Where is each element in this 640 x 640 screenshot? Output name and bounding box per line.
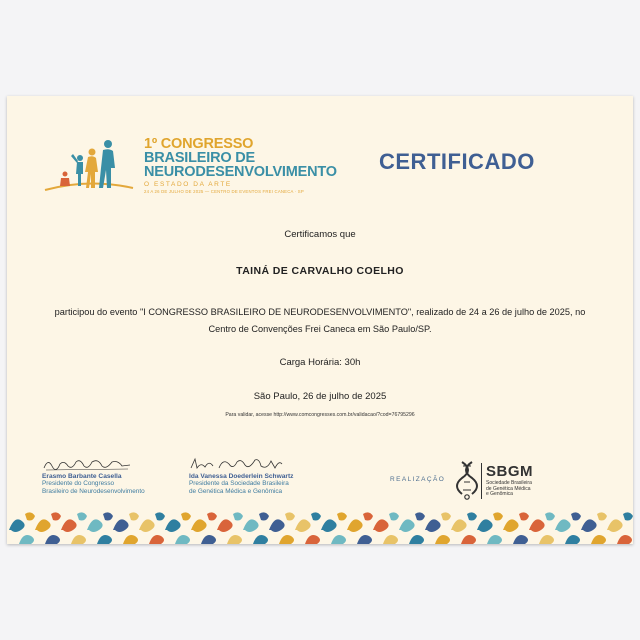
intro-text: Certificamos que — [284, 229, 356, 240]
recipient-name: TAINÁ DE CARVALHO COELHO — [236, 265, 404, 277]
logo-line-1: 1º CONGRESSO — [144, 136, 254, 152]
signer-name-2: Ida Vanessa Doederlein Schwartz — [189, 473, 294, 480]
place-date-text: São Paulo, 26 de julho de 2025 — [253, 391, 387, 402]
signature-scribble-2 — [189, 456, 284, 472]
logo-line-2: BRASILEIRO DE — [144, 150, 255, 166]
congress-logo-text — [144, 136, 337, 194]
signature-block-1 — [42, 456, 145, 495]
participation-text: participou do evento "I CONGRESSO BRASILEIRO DE NEURODESENVOLVIMENTO", realizado de 24 a 26 de julho de 2025, no Centro de Convenções Frei Caneca em São Paulo/SP. — [54, 307, 586, 334]
sbgm-divider — [481, 463, 482, 499]
signer-role-1b: Brasileiro de Neurodesenvolvimento — [42, 487, 145, 495]
certificate-title: CERTIFICADO — [379, 149, 535, 174]
sbgm-subtitle — [486, 481, 532, 498]
decorative-border-pattern — [7, 510, 633, 544]
sbgm-sub-2: de Genética Médica — [486, 485, 531, 492]
realizacao-label: REALIZAÇÃO — [390, 476, 446, 483]
validation-link[interactable]: Para validar, acesse http://www.comcongresses.com.br/validacao/?cod=76795296 — [225, 412, 415, 418]
logo-line-3: NEURODESENVOLVIMENTO — [144, 164, 337, 180]
sbgm-logo-name: SBGM — [486, 463, 533, 480]
hours-text: Carga Horária: 30h — [279, 357, 361, 368]
signer-role-2a: Presidente da Sociedade Brasileira — [189, 480, 289, 487]
sbgm-sub-3: e Genômica — [486, 491, 513, 498]
logo-subtitle: O ESTADO DA ARTE — [144, 181, 232, 188]
signer-name-1: Erasmo Barbante Casella — [42, 473, 122, 480]
signer-role-2b: de Genética Médica e Genômica — [189, 487, 283, 495]
sbgm-sub-1: Sociedade Brasileira — [486, 480, 532, 486]
signature-block-2 — [189, 456, 293, 495]
signer-role-1a: Presidente do Congresso — [42, 480, 115, 487]
logo-date-line: 24 A 26 DE JULHO DE 2025 — CENTRO DE EVENTOS FREI CANECA · SP — [144, 189, 304, 194]
congress-logo-family-icon — [43, 138, 135, 194]
dna-stethoscope-icon — [454, 460, 480, 500]
signature-scribble-1 — [42, 456, 132, 472]
certificate — [7, 96, 633, 544]
